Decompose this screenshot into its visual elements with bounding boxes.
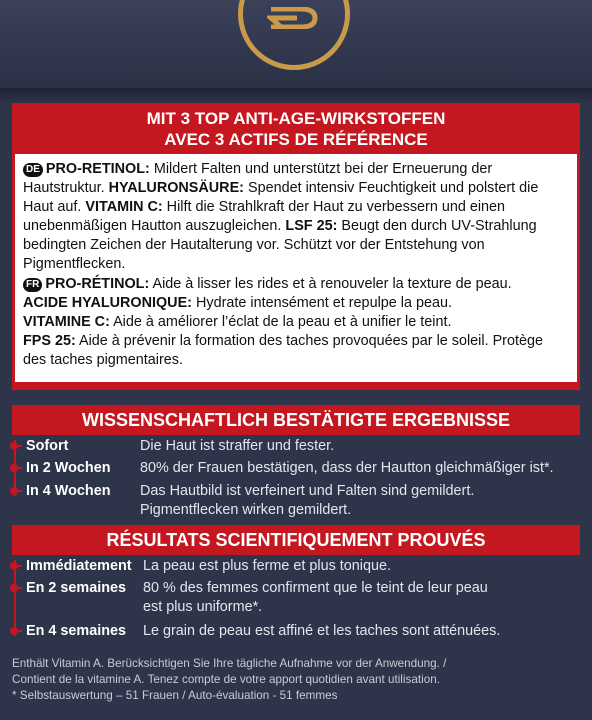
de-hyaluron-label: HYALURONSÄURE:: [108, 180, 244, 197]
row-text: 80% der Frauen bestätigen, dass der Hautton gleichmäßiger ist*.: [140, 460, 554, 476]
row-label: Sofort: [26, 438, 69, 454]
fr-hyaluron-label: ACIDE HYALURONIQUE:: [23, 294, 192, 311]
footer-line-1: Enthält Vitamin A. Berücksichtigen Sie Ihre tägliche Aufnahme vor der Anwendung. /: [12, 657, 447, 670]
de-hyaluron-text: Spendet intensiv Feuchtigkeit und polstert die Haut auf.: [23, 180, 539, 216]
row-label: En 4 semaines: [26, 623, 126, 639]
results-fr-row: [12, 622, 580, 641]
de-language-badge: DE: [23, 163, 43, 177]
bullet-icon: [10, 487, 18, 495]
row-text: Le grain de peau est affiné et les taches sont atténuées.: [143, 623, 501, 639]
ingredients-text: [15, 154, 577, 382]
fr-fps-text: Aide à prévenir la formation des taches provoquées par le soleil. Protège des taches pigmentaires.: [23, 332, 543, 368]
results-fr-row: [12, 557, 580, 579]
results-fr-list: [12, 557, 580, 641]
panel-title: [15, 106, 577, 154]
footer-notes: [12, 656, 582, 704]
fr-line-vitc: [23, 313, 569, 332]
row-label: In 4 Wochen: [26, 483, 111, 499]
row-label: Immédiatement: [26, 558, 132, 574]
row-text: Die Haut ist straffer und fester.: [140, 438, 335, 454]
bullet-icon: [10, 442, 18, 450]
panel-title-line2: AVEC 3 ACTIFS DE RÉFÉRENCE: [164, 130, 428, 149]
footer-line-3: * Selbstauswertung – 51 Frauen / Auto-évaluation - 51 femmes: [12, 689, 338, 702]
fr-vitc-text: Aide à améliorer l’éclat de la peau et à unifier le teint.: [109, 313, 452, 330]
bullet-icon: [10, 562, 18, 570]
results-de-row: [12, 437, 580, 459]
fr-line-fps: [23, 332, 569, 370]
box-lid: [0, 0, 592, 90]
row-text: La peau est plus ferme et plus tonique.: [143, 558, 391, 574]
fr-hyaluron-text: Hydrate intensément et repulpe la peau.: [191, 294, 452, 311]
results-de-title: WISSENSCHAFTLICH BESTÄTIGTE ERGEBNISSE: [12, 405, 580, 435]
fr-retinol-label: PRO-RÉTINOL:: [45, 275, 150, 292]
fr-fps-label: FPS 25:: [23, 332, 76, 349]
de-retinol-label: PRO-RETINOL:: [45, 161, 150, 177]
bullet-icon: [10, 584, 18, 592]
row-label: En 2 semaines: [26, 580, 126, 596]
lid-shadow: [0, 88, 592, 104]
panel-title-line1: MIT 3 TOP ANTI-AGE-WIRKSTOFFEN: [146, 109, 446, 128]
de-retinol-text: Mildert Falten und unterstützt bei der Erneuerung der Hautstruktur.: [23, 161, 493, 197]
row-label: In 2 Wochen: [26, 460, 111, 476]
bullet-icon: [10, 464, 18, 472]
brand-logo-icon: [238, 0, 350, 70]
bullet-icon: [10, 627, 18, 635]
active-ingredients-panel: [12, 103, 580, 390]
fr-line-retinol: [23, 275, 569, 294]
de-vitc-label: VITAMIN C:: [85, 199, 163, 216]
footer-line-2: Contient de la vitamine A. Tenez compte de votre apport quotidien avant utilisation.: [12, 673, 440, 686]
row-text: Das Hautbild ist verfeinert und Falten sind gemildert. Pigmentflecken wirken gemildert.: [140, 483, 475, 518]
de-lsf-text: Beugt den durch UV-Strahlung bedingten Zeichen der Hautalterung vor. Schützt vor der Entstehung von Pigmentflecken.: [23, 218, 537, 273]
fr-vitc-label: VITAMINE C:: [23, 313, 110, 330]
fr-retinol-text: Aide à lisser les rides et à renouveler la texture de peau.: [149, 275, 512, 292]
results-fr-title: RÉSULTATS SCIENTIFIQUEMENT PROUVÉS: [12, 525, 580, 555]
results-de-list: [12, 437, 580, 520]
results-fr-row: [12, 579, 580, 622]
de-vitc-text: Hilft die Strahlkraft der Haut zu verbessern und einen unebenmäßigen Hautton auszugleichen.: [23, 199, 506, 235]
de-lsf-label: LSF 25:: [285, 218, 338, 235]
results-de-row: [12, 459, 580, 482]
row-text: 80 % des femmes confirment que le teint de leur peau est plus uniforme*.: [143, 580, 488, 615]
fr-line-hyaluron: [23, 294, 569, 313]
de-paragraph: [23, 160, 569, 275]
results-de-row: [12, 482, 580, 520]
fr-language-badge: FR: [23, 278, 42, 292]
